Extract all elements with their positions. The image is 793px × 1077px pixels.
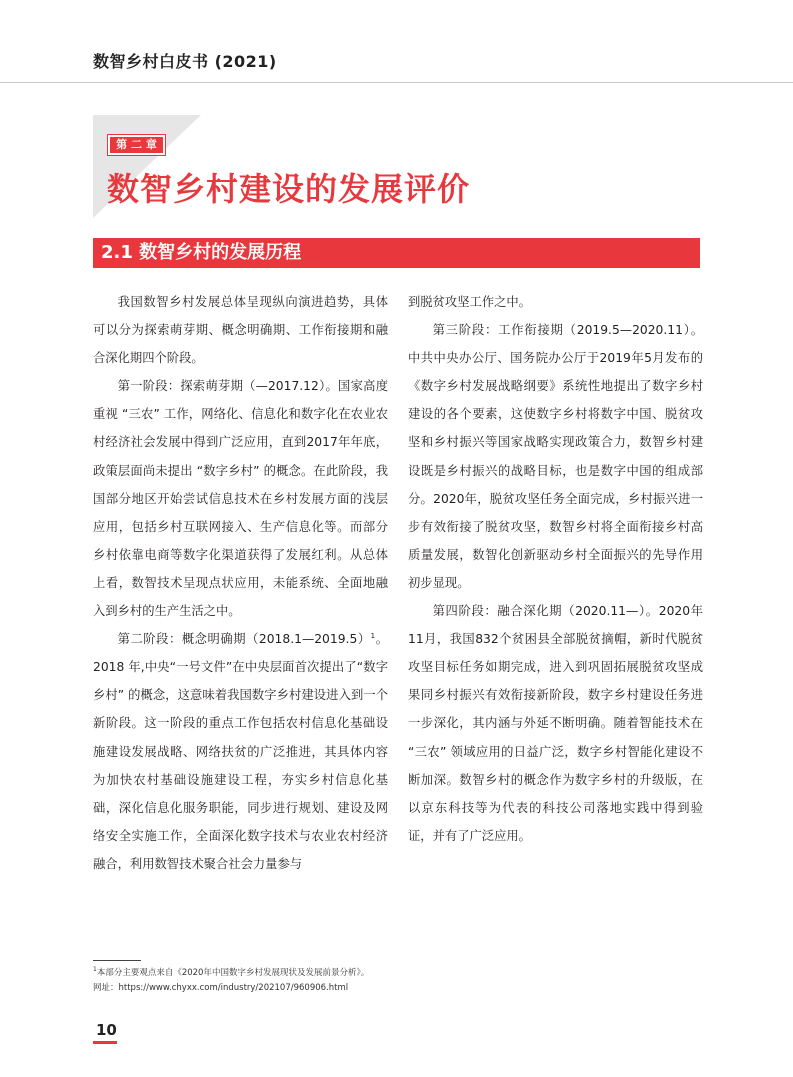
footnote-source xyxy=(93,966,693,981)
footnote xyxy=(93,966,693,996)
paragraph-stage-two xyxy=(93,625,388,878)
footnote-reference[interactable]: 1 xyxy=(370,632,376,641)
chapter-badge: 第 二 章 xyxy=(108,135,165,155)
footnote-marker: 1 xyxy=(93,966,97,974)
page-number: 10 xyxy=(96,1021,117,1039)
page-number-underline xyxy=(93,1041,117,1044)
chapter-title: 数智乡村建设的发展评价 xyxy=(107,170,471,208)
paragraph-stage-one: 第一阶段：探索萌芽期（—2017.12）。国家高度重视 “三农” 工作，网络化、信息化和数字化在农业农村经济社会发展中得到广泛应用，直到2017年年底，政策层面尚未提出 “数字乡村” 的概念。在此阶段，我国部分地区开始尝试信息技术在乡村发展方面的浅层应用，包括乡村互联网接入、生产信息化等。而部分乡村依靠电商等数字化渠道获得了发展红利。从总体上看，数智技术呈现点状应用，未能系统、全面地融入到乡村的生产生活之中。 xyxy=(93,379,388,619)
footnote-url[interactable]: 网址：https://www.chyxx.com/industry/202107/960906.html xyxy=(93,983,349,993)
running-header-title: 数智乡村白皮书 (2021) xyxy=(93,52,277,71)
stage-two-heading: 第二阶段：概念明确期（2018.1—2019.5） xyxy=(117,632,371,647)
body-right-column xyxy=(408,288,703,850)
footnote-divider xyxy=(93,960,141,961)
section-title: 2.1 数智乡村的发展历程 xyxy=(101,242,302,263)
paragraph-intro: 我国数智乡村发展总体呈现纵向演进趋势，具体可以分为探索萌芽期、概念明确期、工作衔接期和融合深化期四个阶段。 xyxy=(93,295,388,366)
footnote-source-text: 本部分主要观点来自《2020年中国数字乡村发展现状及发展前景分析》。 xyxy=(96,968,370,978)
header-divider xyxy=(0,82,793,83)
paragraph-stage-four: 第四阶段：融合深化期（2020.11—）。2020年11月，我国832个贫困县全部脱贫摘帽，新时代脱贫攻坚目标任务如期完成，进入到巩固拓展脱贫攻坚成果同乡村振兴有效衔接新阶段，数字乡村建设任务进一步深化，其内涵与外延不断明确。随着智能技术在 “三农” 领域应用的日益广泛，数字乡村智能化建设不断加深。数智乡村的概念作为数字乡村的升级版，在以京东科技等为代表的科技公司落地实践中得到验证，并有了广泛应用。 xyxy=(408,604,703,843)
body-left-column xyxy=(93,288,388,878)
stage-two-body: 。2018 年,中央“一号文件”在中央层面首次提出了“数字乡村” 的概念，这意味着我国数字乡村建设进入到一个新阶段。这一阶段的重点工作包括农村信息化基础设施建设发展战略、网络扶贫的广泛推进，其具体内容为加快农村基础设施建设工程，夯实乡村信息化基础，深化信息化服务职能，同步进行规划、建设及网络安全实施工作，全面深化数字技术与农业农村经济融合，利用数智技术聚合社会力量参与 xyxy=(93,632,388,871)
paragraph-continuation: 到脱贫攻坚工作之中。 xyxy=(408,295,531,309)
paragraph-stage-three: 第三阶段：工作衔接期（2019.5—2020.11）。中共中央办公厅、国务院办公厅于2019年5月发布的《数字乡村发展战略纲要》系统性地提出了数字乡村建设的各个要素，这使数字乡村将数字中国、脱贫攻坚和乡村振兴等国家战略实现政策合力，数智乡村建设既是乡村振兴的战略目标，也是数字中国的组成部分。2020年，脱贫攻坚任务全面完成，乡村振兴进一步有效衔接了脱贫攻坚，数智乡村将全面衔接乡村高质量发展，数智化创新驱动乡村全面振兴的先导作用初步显现。 xyxy=(408,323,703,590)
